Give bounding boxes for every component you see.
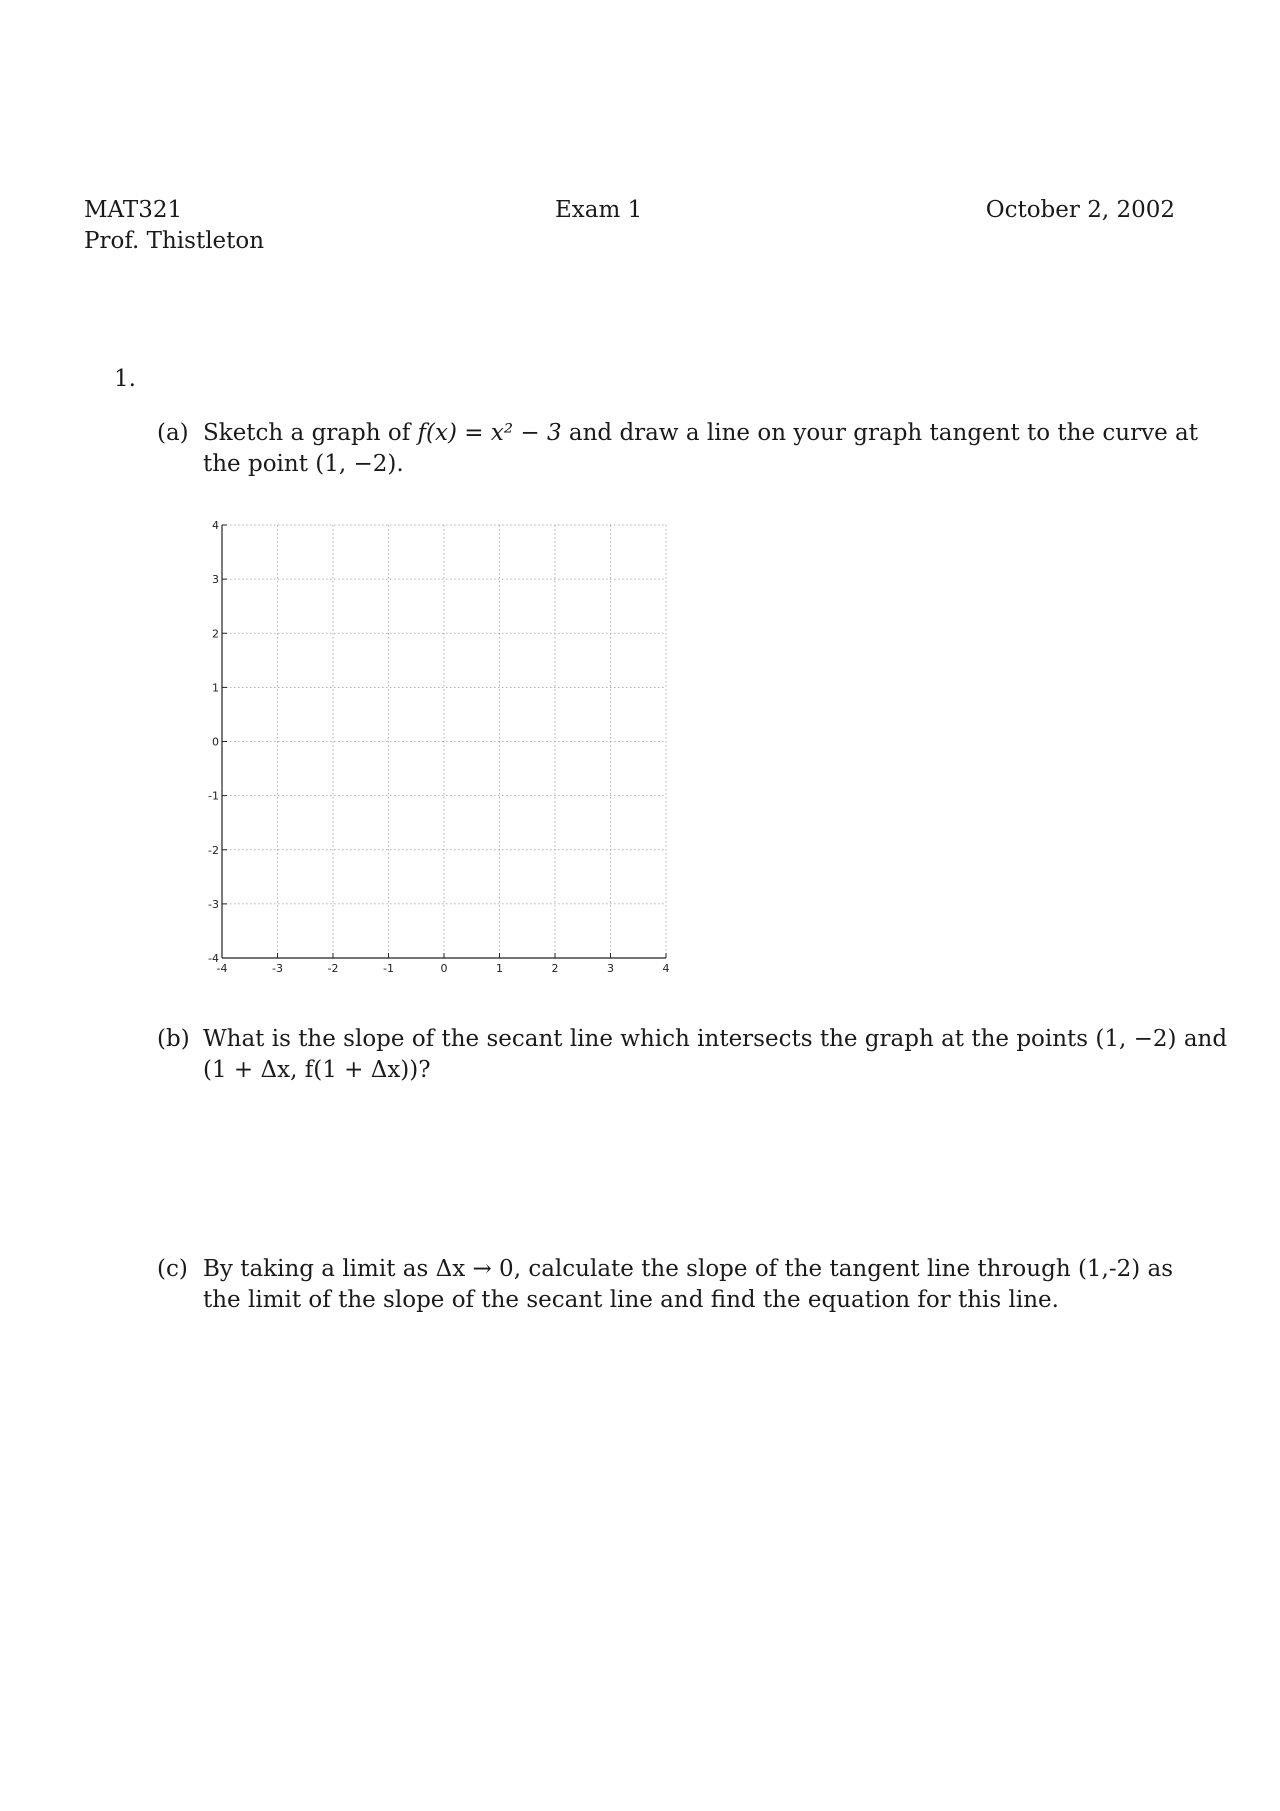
x-tick-label: 1	[496, 962, 503, 975]
y-tick-label: 2	[212, 627, 219, 641]
y-tick-label: 4	[212, 519, 219, 532]
x-tick-label: 0	[440, 962, 448, 975]
part-a-text-pre: Sketch a graph of	[203, 420, 418, 446]
problem-number: 1.	[114, 366, 136, 392]
x-tick-label: -1	[383, 962, 394, 975]
x-tick-label: 4	[662, 962, 670, 975]
part-a-text-post: and draw a line on your graph tangent to the curve at	[561, 420, 1198, 446]
part-b-line1: What is the slope of the secant line which intersects the graph at the points (1, −2) and	[203, 1026, 1228, 1052]
part-a-line2: the point (1, −2).	[203, 451, 404, 477]
y-tick-label: -1	[208, 789, 219, 803]
y-tick-label: -4	[208, 952, 219, 965]
course-code: MAT321	[84, 197, 183, 223]
exam-date: October 2, 2002	[985, 197, 1175, 223]
part-b-line2: (1 + Δx, f(1 + Δx))?	[203, 1057, 431, 1083]
y-tick-label: 3	[212, 573, 219, 587]
part-c-label: (c)	[157, 1256, 188, 1282]
y-tick-label: -2	[208, 843, 219, 857]
x-tick-label: 2	[551, 962, 559, 975]
part-a-function: f(x) = x² − 3	[417, 420, 562, 446]
x-tick-label: 3	[607, 962, 614, 975]
y-tick-label: 0	[212, 735, 219, 749]
x-tick-label: -3	[272, 962, 283, 975]
blank-graph-grid	[200, 515, 680, 985]
y-tick-label: 1	[212, 681, 219, 695]
y-tick-label: -3	[208, 897, 219, 911]
part-c-line1: By taking a limit as Δx → 0, calculate the slope of the tangent line through (1,-2) as	[203, 1256, 1174, 1282]
x-tick-label: -2	[327, 962, 339, 975]
exam-title: Exam 1	[555, 197, 643, 223]
professor-name: Prof. Thistleton	[84, 228, 265, 254]
x-tick-label: -4	[216, 962, 228, 975]
part-a-line1	[203, 418, 1198, 449]
part-c-line2: the limit of the slope of the secant line and find the equation for this line.	[203, 1287, 1059, 1313]
part-b-label: (b)	[157, 1026, 190, 1052]
part-a-label: (a)	[157, 420, 189, 446]
